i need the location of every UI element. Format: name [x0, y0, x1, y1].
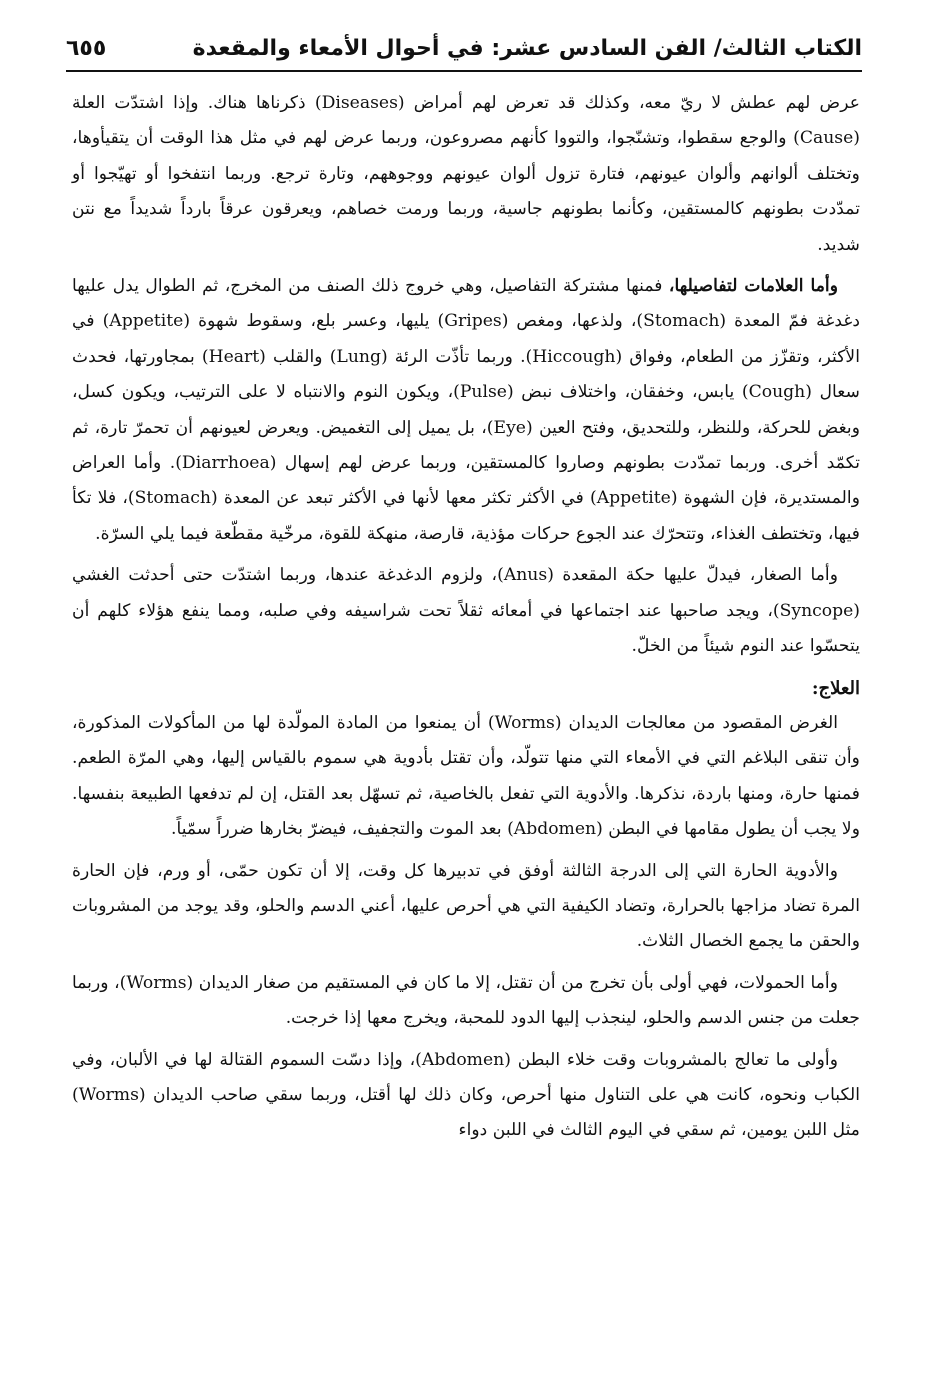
running-header [66, 30, 862, 66]
main-text [72, 86, 860, 1155]
paragraph-signs [72, 269, 860, 552]
treatment-paragraph: وأولى ما تعالج بالمشروبات وقت خلاء البطن (Abdomen)، وإذا دسّت السموم القتالة لها في الألبان، وفي الكباب ونحوه، كانت هي على التناول منها أحرص، وكان ذلك لها أقتل، وربما سقي صاحب الديدان (Worms) مثل اللبن يومين، ثم سقي في اليوم الثالث في اللبن دواء [72, 1049, 860, 1141]
section-heading-treatment: العلاج: [811, 677, 860, 699]
paragraph-text: عرض لهم عطش لا ريّ معه، وكذلك قد تعرض لهم أمراض (Diseases) ذكرناها هناك. وإذا اشتدّت العلة (Cause) والوجع سقطوا، وتشنّجوا، والتووا كأنهم مصروعون، وربما عرض لهم في مثل هذا الوقت أن يتقيأوها، وتختلف ألوانهم وألوان عيونهم، فتارة تزول ألوان عيونهم ووجوههم، وتارة ترجع. وربما انتفخوا أو تهيّجوا أو تمدّدت بطونهم كالمستقين، وكأنما بطونهم جاسية، وربما ورمت خصاهم، ويعرقون عرقاً بارداً شديداً مع نتن شديد. [72, 93, 861, 255]
header-rule [66, 70, 862, 72]
treatment-paragraph: وأما الحمولات، فهي أولى بأن تخرج من أن تقتل، إلا ما كان في المستقيم من صغار الديدان (Worms)، وربما جعلت من جنس الدسم والحلو، لينجذب إليها الدود للمحبة، ويخرج معها إذا خرجت. [72, 972, 860, 1029]
chapter-title: الكتاب الثالث/ الفن السادس عشر: في أحوال الأمعاء والمقعدة [192, 35, 862, 61]
paragraph-symptoms [72, 86, 860, 263]
treatment-paragraph: الغرض المقصود من معالجات الديدان (Worms) أن يمنعوا من المادة المولّدة لها من المأكولات المذكورة، وأن تنقى البلاغم التي في الأمعاء التي منها تتولّد، وأن تقتل بأدوية هي سموم بالقياس إليها، وهي المرّة الطعم. فمنها حارة، ومنها باردة، نذكرها. والأدوية التي تفعل بالخاصية، ثم تسهّل بعد القتل، إن لم تدفعها الطبيعة بنفسها. ولا يجب أن يطول مقامها في البطن (Abdomen) بعد الموت والتجفيف، فيضرّ بخارها ضرراً سمّياً. [72, 712, 860, 840]
page-number: ٦٥٥ [66, 35, 107, 61]
paragraph-lead: وأما العلامات لتفاصيلها، [668, 276, 839, 297]
treatment-paragraph: والأدوية الحارة التي إلى الدرجة الثالثة أوفق في تدبيرها كل وقت، إلا أن تكون حمّى، أو ورم، فإن الحارة المرة تضاد مزاجها بالحرارة، وتضاد الكيفية التي هي أحرص عليها، أعني الدسم والحلو، وقد يوجد من المشروبات والحقن ما يجمع الخصال الثلاث. [72, 860, 860, 952]
paragraph-small-worms [72, 558, 860, 664]
paragraph-text: وأما الصغار، فيدلّ عليها حكة المقعدة (Anus)، ولزوم الدغدغة عندها، وربما اشتدّت حتى أحدثت الغشي (Syncope)، ويجد صاحبها عند اجتماعها في أمعائه ثقلاً تحت شراسيفه وفي صلبه، ومما ينفع هؤلاء كلهم أن يتحسّوا عند النوم شيئاً من الخلّ. [72, 565, 860, 657]
paragraph-text: فمنها مشتركة التفاصيل، وهي خروج ذلك الصنف من المخرج، ثم الطوال يدل عليها دغدغة فمّ المعدة (Stomach)، ولذعها، ومغص (Gripes) يليها، وعسر بلع، وسقوط شهوة (Appetite) في الأكثر، وتقزّز من الطعام، وفواق (Hiccough). وربما تأذّت الرئة (Lung) والقلب (Heart) بمجاورتها، فحدث سعال (Cough) يابس، وخفقان، واختلاف نبض (Pulse)، ويكون النوم والانتباه لا على الترتيب، ويكون كسل، وبغض للحركة، وللنظر، وللتحديق، وفتح العين (Eye)، بل يميل إلى التغميض. ويعرض لعيونهم أن تحمرّ تارة، ثم تكمّد أخرى. وربما تمدّدت بطونهم وصاروا كالمستقين، وربما عرض لهم إسهال (Diarrhoea). وأما العراض والمستديرة، فإن الشهوة (Appetite) في الأكثر تكثر معها لأنها في الأكثر تبعد عن المعدة (Stomach)، فلا تكأ فيها، وتختطف الغذاء، وتتحرّك عند الجوع حركات مؤذية، قارصة، منهكة للقوة، مرخّية مقطّعة فيما يلي السرّة. [72, 276, 861, 544]
